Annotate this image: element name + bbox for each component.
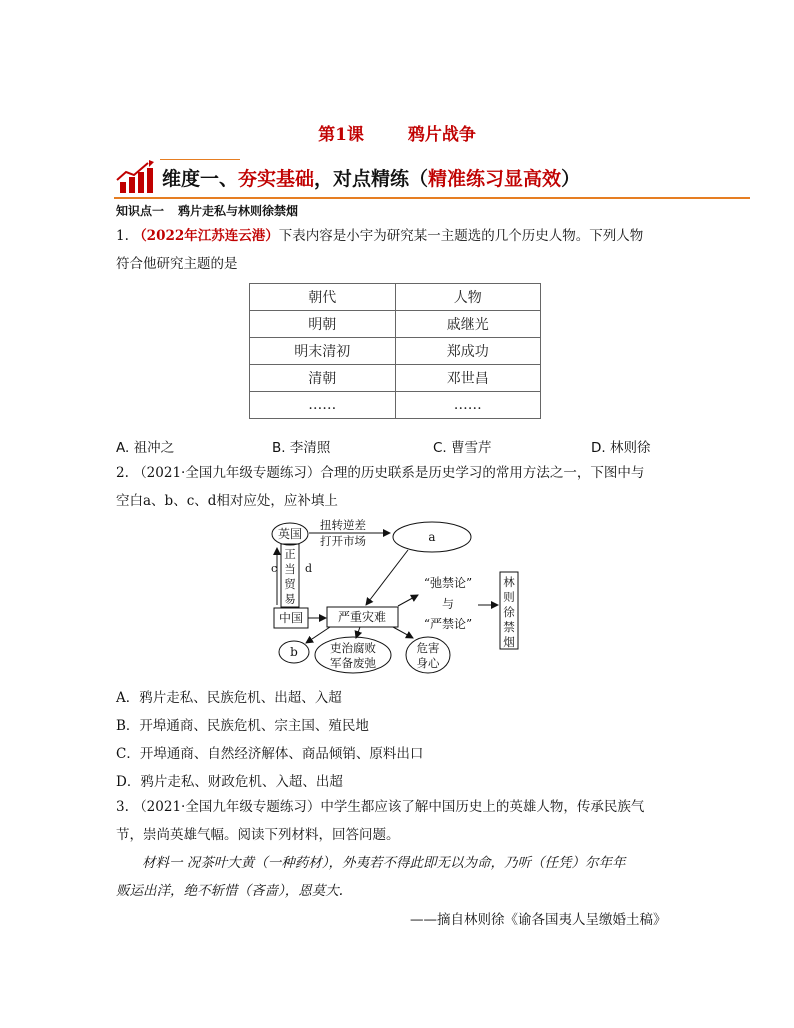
debate-line: 与 — [441, 597, 455, 611]
material-citation: ——摘自林则徐《谕各国夷人呈缴婚土稿》 — [410, 912, 667, 928]
lesson-topic: 鸦片战争 — [407, 125, 476, 145]
question-number: 1. — [116, 228, 129, 244]
lin-char: 林 — [503, 575, 515, 589]
question-text: 节，崇尚英雄气幅。阅读下列材料，回答问题。 — [116, 827, 400, 843]
trade-char: 贸 — [284, 577, 296, 591]
figures-table — [249, 283, 541, 419]
question-2-stem — [116, 459, 644, 515]
disaster-label: 严重灾难 — [337, 610, 387, 624]
option-a[interactable]: A．鸦片走私、民族危机、出超、入超 — [116, 690, 342, 706]
lesson-number: 第1课 — [318, 125, 364, 145]
node-b-label: b — [290, 645, 298, 659]
england-label: 英国 — [277, 527, 303, 541]
dimension-highlight-2: 精准练习显高效 — [428, 168, 562, 190]
arrow-line — [366, 550, 408, 605]
debate-line: “严禁论” — [423, 617, 473, 631]
corruption-line: 吏治腐败 — [330, 641, 376, 655]
option-a[interactable]: A. 祖冲之 — [116, 440, 175, 456]
page-title — [0, 120, 794, 145]
table-row — [250, 392, 541, 419]
question-source: （2021·全国九年级专题练习） — [133, 799, 321, 815]
question-source: （2022年江苏连云港） — [133, 228, 279, 244]
table-header: 朝代 — [250, 284, 396, 311]
dimension-heading — [162, 164, 580, 191]
table-header: 人物 — [395, 284, 541, 311]
table-row — [250, 338, 541, 365]
table-cell: 郑成功 — [395, 338, 541, 365]
china-label: 中国 — [278, 611, 304, 625]
table-cell: 明末清初 — [250, 338, 396, 365]
material-one-line-2: 贩运出洋，绝不斩惜（吝啬），恩莫大. — [116, 883, 344, 899]
question-text: 合理的历史联系是历史学习的常用方法之一，下图中与 — [320, 465, 645, 481]
corruption-line: 军备废弛 — [330, 656, 376, 670]
dimension-top-line — [160, 159, 240, 160]
debate-line: “弛禁论” — [423, 576, 473, 590]
question-number: 2. — [116, 465, 129, 481]
arrow-line — [393, 627, 413, 638]
option-c[interactable]: C．开埠通商、自然经济解体、商品倾销、原料出口 — [116, 746, 424, 762]
harm-line: 身心 — [416, 656, 440, 670]
question-text: 下表内容是小宇为研究某一主题选的几个历史人物。下列人物 — [278, 228, 644, 244]
table-row — [250, 311, 541, 338]
lin-char: 禁 — [503, 620, 515, 634]
dimension-divider — [114, 197, 750, 199]
label-c: c — [271, 562, 278, 575]
table-cell: 清朝 — [250, 365, 396, 392]
trade-char: 当 — [284, 562, 296, 576]
history-diagram — [270, 515, 520, 675]
arrow-line — [356, 627, 360, 638]
dimension-highlight: 夯实基础 — [238, 168, 315, 190]
trade-char: 正 — [284, 547, 296, 561]
label-d: d — [305, 562, 313, 575]
dimension-prefix: 维度一、 — [162, 168, 239, 190]
material-one-line-1: 材料一 况茶叶大黄（一种药材），外夷若不得此即无以为命，乃听（任凭）尔年年 — [142, 855, 626, 871]
question-1-stem — [116, 222, 643, 278]
question-source: （2021·全国九年级专题练习） — [133, 465, 321, 481]
lin-char: 则 — [503, 590, 515, 604]
knowledge-point — [116, 202, 298, 219]
lin-char: 烟 — [503, 635, 515, 649]
knowledge-point-text: 鸦片走私与林则徐禁烟 — [178, 204, 299, 218]
knowledge-point-label: 知识点一 — [116, 204, 165, 218]
table-header-row — [250, 284, 541, 311]
option-c[interactable]: C. 曹雪芹 — [433, 440, 492, 456]
trade-char: 易 — [284, 592, 296, 606]
question-text: 中学生都应该了解中国历史上的英雄人物，传承民族气 — [320, 799, 645, 815]
arrow-label-top: 扭转逆差 — [320, 518, 366, 532]
option-d[interactable]: D. 林则徐 — [591, 440, 651, 456]
table-cell: …… — [250, 392, 396, 419]
arrow-label-bottom: 打开市场 — [320, 534, 366, 548]
option-b[interactable]: B. 李清照 — [272, 440, 331, 456]
table-cell: 戚继光 — [395, 311, 541, 338]
arrow-line — [306, 627, 330, 643]
table-cell: …… — [395, 392, 541, 419]
node-a-label: a — [428, 530, 436, 544]
arrow-line — [398, 595, 418, 606]
question-3-stem — [116, 793, 644, 849]
table-cell: 明朝 — [250, 311, 396, 338]
option-b[interactable]: B．开埠通商、民族危机、宗主国、殖民地 — [116, 718, 369, 734]
harm-line: 危害 — [416, 641, 440, 655]
option-d[interactable]: D．鸦片走私、财政危机、入超、出超 — [116, 774, 343, 790]
table-cell: 邓世昌 — [395, 365, 541, 392]
question-text: 符合他研究主题的是 — [116, 256, 238, 272]
lin-char: 徐 — [503, 605, 515, 619]
dimension-middle: ，对点精练（ — [314, 168, 429, 190]
question-text: 空白a、b、c、d相对应处，应补填上 — [116, 493, 338, 509]
table-row — [250, 365, 541, 392]
dimension-suffix: ） — [561, 168, 581, 190]
chart-growth-icon — [116, 160, 156, 194]
question-number: 3. — [116, 799, 129, 815]
